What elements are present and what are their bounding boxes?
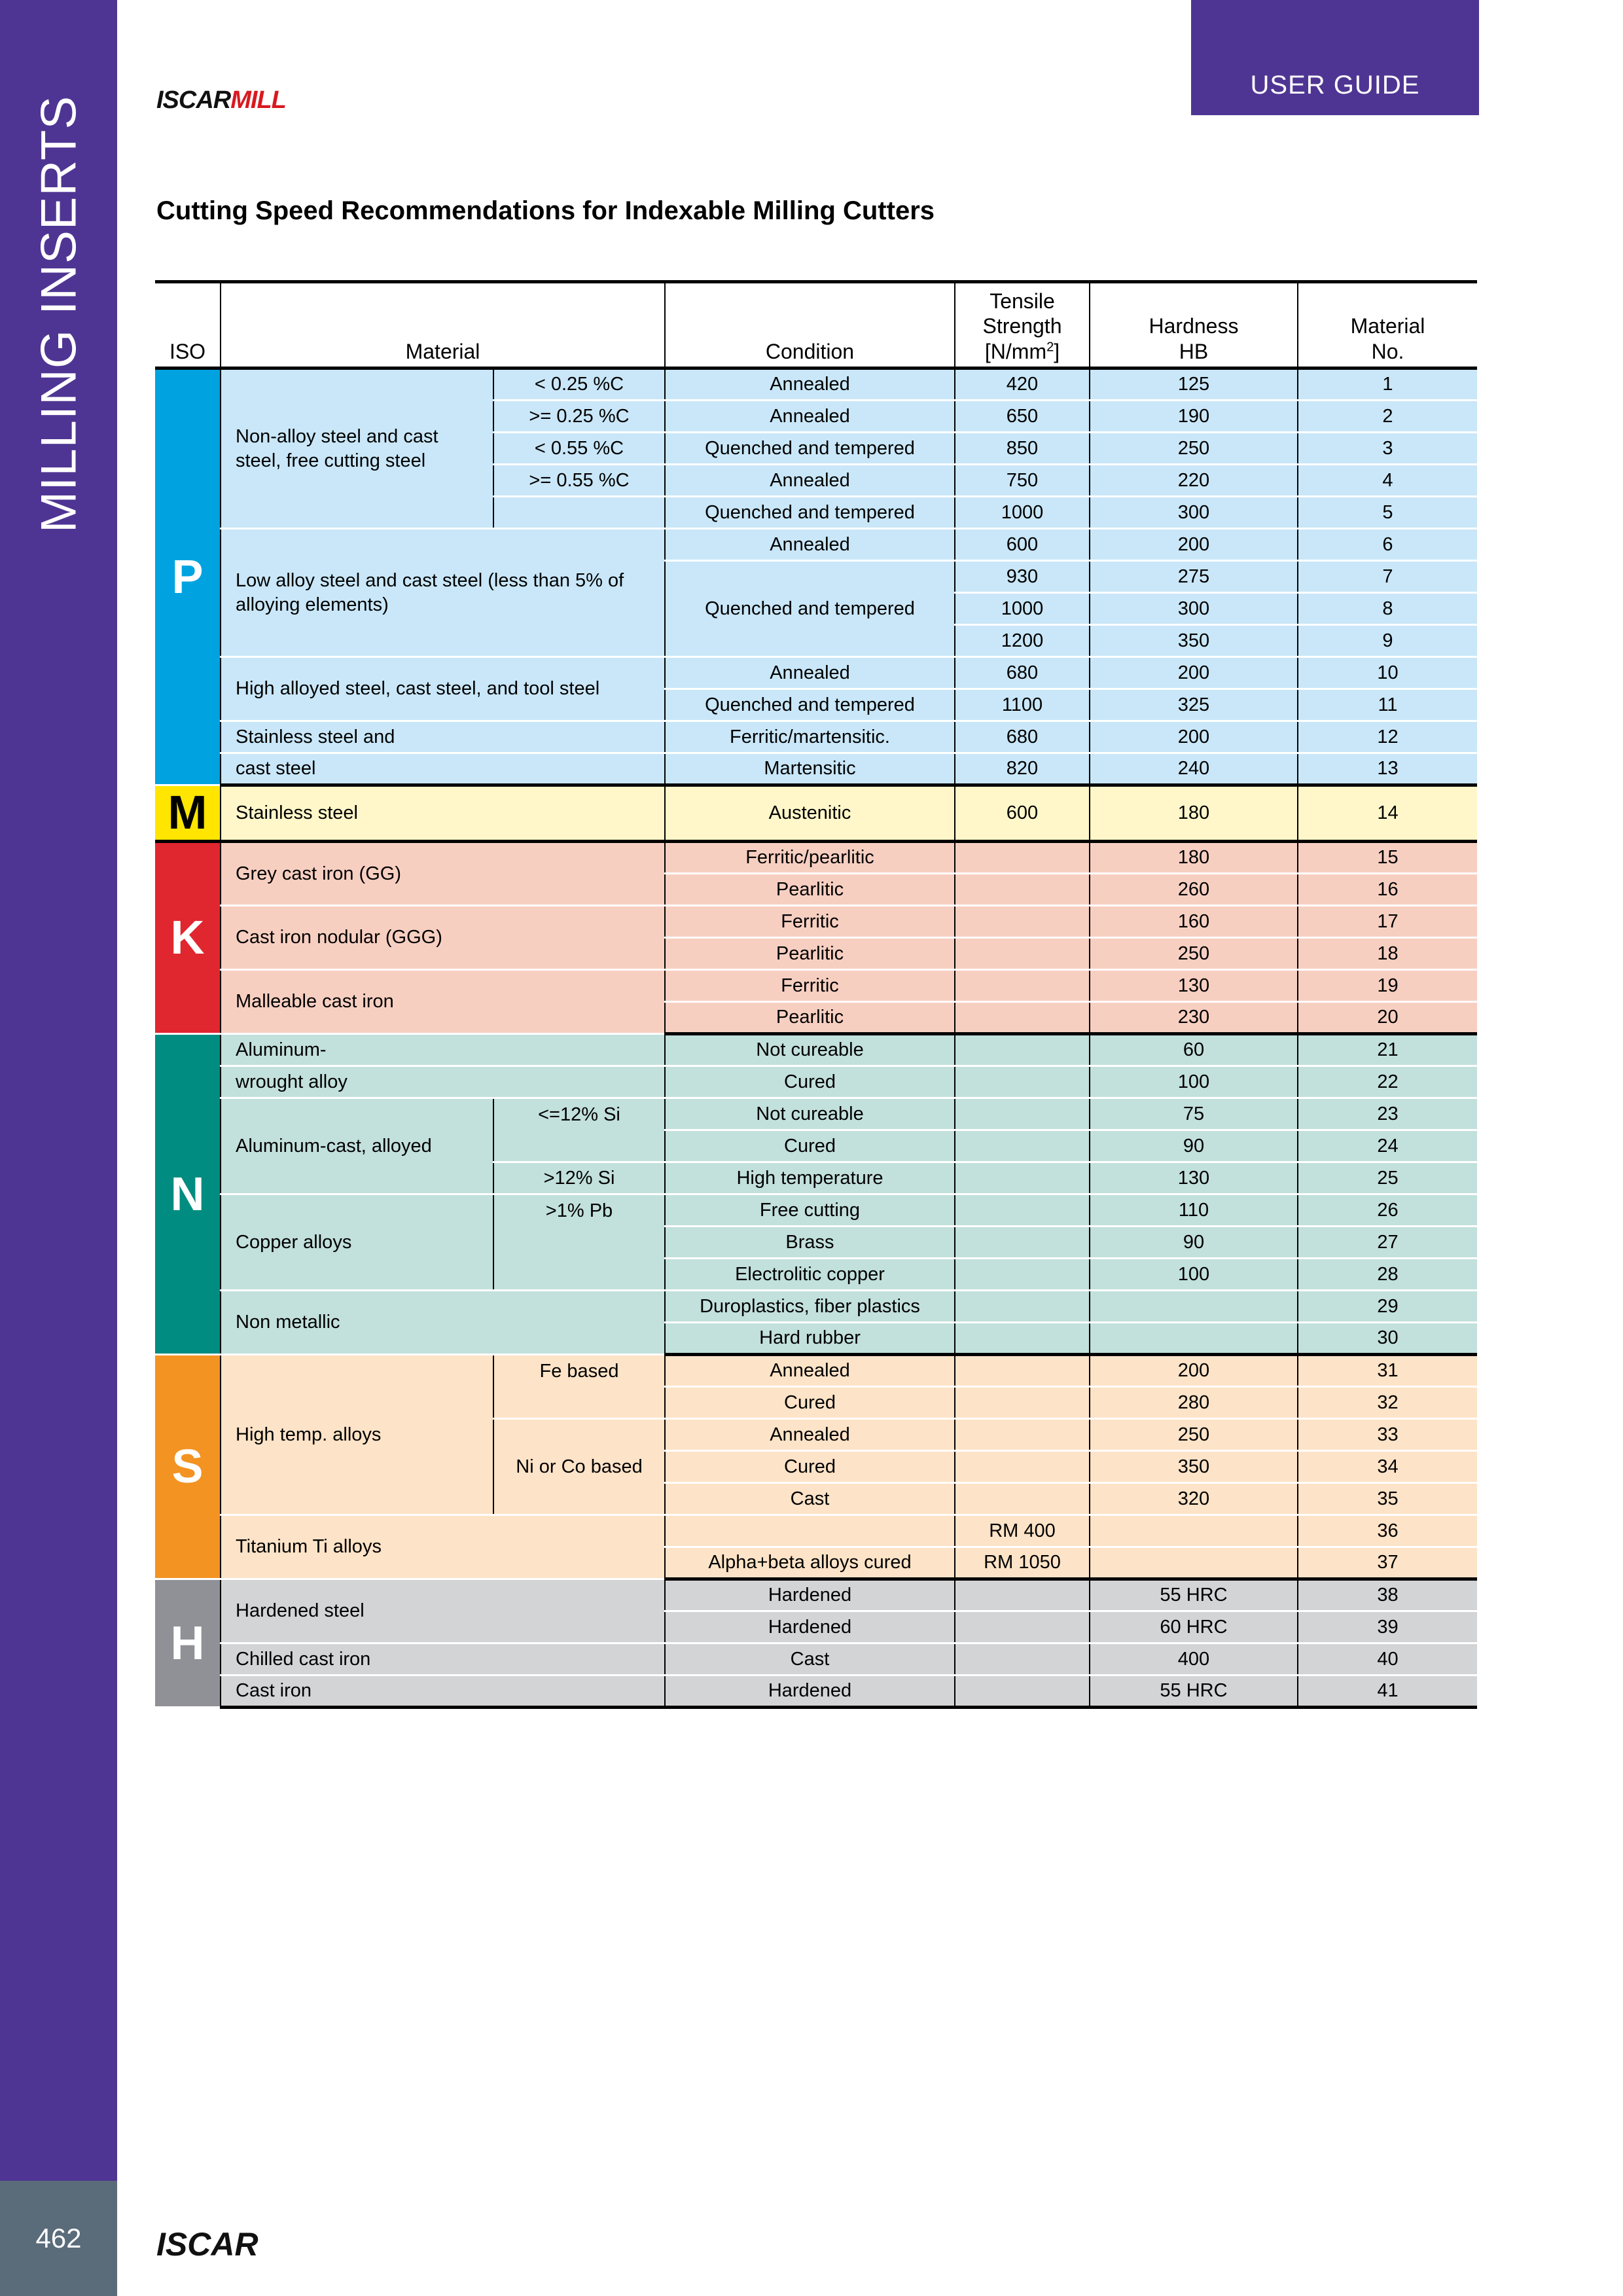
hardness-cell: 100: [1090, 1066, 1298, 1098]
hardness-cell: 220: [1090, 465, 1298, 497]
tensile-cell: 1200: [955, 625, 1090, 657]
condition-cell: High temperature: [665, 1162, 955, 1194]
hardness-cell: 275: [1090, 561, 1298, 593]
hardness-cell: 180: [1090, 842, 1298, 874]
hardness-cell: 100: [1090, 1259, 1298, 1291]
condition-cell: Not cureable: [665, 1034, 955, 1066]
hardness-cell: 200: [1090, 529, 1298, 561]
condition-cell: Ferritic: [665, 906, 955, 938]
hardness-cell: [1090, 1547, 1298, 1579]
condition-cell: Cured: [665, 1130, 955, 1162]
tensile-cell: 1100: [955, 689, 1090, 721]
iso-group-p: P: [155, 368, 221, 785]
hardness-cell: 90: [1090, 1227, 1298, 1259]
material-cell: Aluminum-: [221, 1034, 665, 1066]
material-subcell: >= 0.55 %C: [493, 465, 665, 497]
condition-cell: Quenched and tempered: [665, 689, 955, 721]
tensile-cell: [955, 1387, 1090, 1419]
tensile-cell: [955, 1291, 1090, 1323]
hardness-cell: 90: [1090, 1130, 1298, 1162]
material-no-cell: 20: [1298, 1002, 1477, 1034]
hardness-cell: 250: [1090, 938, 1298, 970]
material-subcell: >12% Si: [493, 1162, 665, 1194]
material-cell: Chilled cast iron: [221, 1643, 665, 1676]
condition-cell: Not cureable: [665, 1098, 955, 1130]
table-row: [155, 1098, 1477, 1130]
table-row: [155, 1515, 1477, 1547]
material-no-cell: 15: [1298, 842, 1477, 874]
material-no-cell: 38: [1298, 1579, 1477, 1611]
header-hardness-l2: HB: [1179, 339, 1209, 363]
hardness-cell: 75: [1090, 1098, 1298, 1130]
hardness-cell: 300: [1090, 497, 1298, 529]
tensile-cell: [955, 1451, 1090, 1483]
material-no-cell: 7: [1298, 561, 1477, 593]
header-matno-l1: Material: [1350, 314, 1425, 338]
condition-cell: Electrolitic copper: [665, 1259, 955, 1291]
logo-part-mill: MILL: [230, 86, 286, 114]
condition-cell: Hardened: [665, 1611, 955, 1643]
tensile-cell: [955, 1259, 1090, 1291]
tensile-cell: [955, 1483, 1090, 1515]
table-row: [155, 1034, 1477, 1066]
table-row: [155, 753, 1477, 785]
table-row: [155, 368, 1477, 401]
tensile-cell: [955, 1098, 1090, 1130]
hardness-cell: 325: [1090, 689, 1298, 721]
hardness-cell: 230: [1090, 1002, 1298, 1034]
material-cell: wrought alloy: [221, 1066, 665, 1098]
material-no-cell: 41: [1298, 1676, 1477, 1708]
page-number: 462: [35, 2223, 82, 2253]
header-condition: Condition: [665, 282, 955, 368]
material-no-cell: 36: [1298, 1515, 1477, 1547]
table-row: [155, 1676, 1477, 1708]
condition-cell: Duroplastics, fiber plastics: [665, 1291, 955, 1323]
material-cell: Malleable cast iron: [221, 970, 665, 1034]
iscarmill-logo: [156, 86, 286, 115]
condition-cell: Alpha+beta alloys cured: [665, 1547, 955, 1579]
material-no-cell: 40: [1298, 1643, 1477, 1676]
condition-cell: Brass: [665, 1227, 955, 1259]
cutting-speed-table: [155, 280, 1477, 1709]
hardness-cell: 55 HRC: [1090, 1676, 1298, 1708]
hardness-cell: 280: [1090, 1387, 1298, 1419]
condition-cell: Annealed: [665, 401, 955, 433]
condition-cell: Quenched and tempered: [665, 433, 955, 465]
condition-cell: Pearlitic: [665, 874, 955, 906]
table-row: [155, 1355, 1477, 1387]
tensile-cell: [955, 1355, 1090, 1387]
material-no-cell: 27: [1298, 1227, 1477, 1259]
condition-cell: Annealed: [665, 529, 955, 561]
hardness-cell: [1090, 1291, 1298, 1323]
tensile-cell: [955, 1419, 1090, 1451]
header-tensile-l1: Tensile: [990, 289, 1055, 313]
header-tensile-close: ]: [1054, 339, 1060, 363]
material-cell: Cast iron: [221, 1676, 665, 1708]
material-subcell: Ni or Co based: [493, 1419, 665, 1515]
hardness-cell: 160: [1090, 906, 1298, 938]
tensile-cell: 600: [955, 529, 1090, 561]
table-row: [155, 529, 1477, 561]
header-hardness: [1090, 282, 1298, 368]
material-no-cell: 26: [1298, 1194, 1477, 1227]
material-no-cell: 24: [1298, 1130, 1477, 1162]
hardness-cell: 130: [1090, 1162, 1298, 1194]
tensile-cell: 1000: [955, 497, 1090, 529]
material-no-cell: 21: [1298, 1034, 1477, 1066]
tensile-cell: [955, 938, 1090, 970]
material-subcell: [493, 497, 665, 529]
tensile-cell: 420: [955, 368, 1090, 401]
tensile-cell: [955, 970, 1090, 1002]
material-subcell: <=12% Si: [493, 1098, 665, 1162]
hardness-cell: 260: [1090, 874, 1298, 906]
material-no-cell: 34: [1298, 1451, 1477, 1483]
material-no-cell: 29: [1298, 1291, 1477, 1323]
condition-cell: Pearlitic: [665, 1002, 955, 1034]
header-tensile-l2: Strength: [982, 314, 1062, 338]
material-no-cell: 8: [1298, 593, 1477, 625]
material-cell: Grey cast iron (GG): [221, 842, 665, 906]
material-no-cell: 13: [1298, 753, 1477, 785]
hardness-cell: 320: [1090, 1483, 1298, 1515]
tensile-cell: [955, 1194, 1090, 1227]
hardness-cell: 250: [1090, 433, 1298, 465]
material-subcell: Fe based: [493, 1355, 665, 1419]
material-cell: Non-alloy steel and cast steel, free cutting steel: [221, 368, 493, 529]
tensile-cell: [955, 906, 1090, 938]
hardness-cell: 200: [1090, 657, 1298, 689]
tensile-cell: [955, 1066, 1090, 1098]
tensile-cell: [955, 1611, 1090, 1643]
table-header-row: [155, 282, 1477, 368]
material-no-cell: 11: [1298, 689, 1477, 721]
tensile-cell: [955, 842, 1090, 874]
condition-cell: Hard rubber: [665, 1323, 955, 1355]
condition-cell: Martensitic: [665, 753, 955, 785]
material-no-cell: 10: [1298, 657, 1477, 689]
material-no-cell: 33: [1298, 1419, 1477, 1451]
hardness-cell: 200: [1090, 1355, 1298, 1387]
hardness-cell: 110: [1090, 1194, 1298, 1227]
tensile-cell: RM 1050: [955, 1547, 1090, 1579]
user-guide-label: USER GUIDE: [1250, 71, 1420, 99]
hardness-cell: [1090, 1323, 1298, 1355]
iso-group-s: S: [155, 1355, 221, 1579]
material-subcell: < 0.25 %C: [493, 368, 665, 401]
iso-group-m: M: [155, 785, 221, 842]
material-subcell: >1% Pb: [493, 1194, 665, 1291]
condition-cell: Cured: [665, 1066, 955, 1098]
table-row: [155, 906, 1477, 938]
tensile-cell: [955, 874, 1090, 906]
material-no-cell: 2: [1298, 401, 1477, 433]
tensile-cell: 1000: [955, 593, 1090, 625]
tensile-cell: [955, 1227, 1090, 1259]
material-no-cell: 5: [1298, 497, 1477, 529]
material-cell: Stainless steel and: [221, 721, 665, 753]
material-cell: Non metallic: [221, 1291, 665, 1355]
table-row: [155, 1194, 1477, 1227]
table-row: [155, 785, 1477, 842]
condition-cell: Hardened: [665, 1579, 955, 1611]
material-cell: Titanium Ti alloys: [221, 1515, 665, 1579]
material-no-cell: 12: [1298, 721, 1477, 753]
tensile-cell: 750: [955, 465, 1090, 497]
tensile-cell: 850: [955, 433, 1090, 465]
condition-cell: Ferritic/martensitic.: [665, 721, 955, 753]
hardness-cell: 180: [1090, 785, 1298, 842]
hardness-cell: 250: [1090, 1419, 1298, 1451]
table-row: [155, 1643, 1477, 1676]
iso-group-n: N: [155, 1034, 221, 1355]
iscar-footer-logo: ISCAR: [156, 2226, 259, 2263]
tensile-cell: 930: [955, 561, 1090, 593]
hardness-cell: 55 HRC: [1090, 1579, 1298, 1611]
material-no-cell: 1: [1298, 368, 1477, 401]
table-row: [155, 842, 1477, 874]
material-cell: High alloyed steel, cast steel, and tool steel: [221, 657, 665, 721]
tensile-cell: 680: [955, 721, 1090, 753]
material-no-cell: 4: [1298, 465, 1477, 497]
table-row: [155, 1579, 1477, 1611]
tensile-cell: [955, 1002, 1090, 1034]
material-cell: cast steel: [221, 753, 665, 785]
material-no-cell: 35: [1298, 1483, 1477, 1515]
header-material: Material: [221, 282, 665, 368]
table-row: [155, 1066, 1477, 1098]
tensile-cell: [955, 1034, 1090, 1066]
hardness-cell: 130: [1090, 970, 1298, 1002]
tensile-cell: 600: [955, 785, 1090, 842]
table-row: [155, 657, 1477, 689]
condition-cell: Pearlitic: [665, 938, 955, 970]
hardness-cell: 125: [1090, 368, 1298, 401]
tensile-cell: 820: [955, 753, 1090, 785]
material-no-cell: 9: [1298, 625, 1477, 657]
header-matno-l2: No.: [1371, 339, 1404, 363]
section-title: MILLING INSERTS: [31, 95, 87, 533]
material-no-cell: 28: [1298, 1259, 1477, 1291]
material-no-cell: 37: [1298, 1547, 1477, 1579]
header-tensile-l3: [N/mm: [984, 339, 1047, 363]
material-no-cell: 39: [1298, 1611, 1477, 1643]
hardness-cell: 200: [1090, 721, 1298, 753]
tensile-cell: [955, 1130, 1090, 1162]
condition-cell: Cured: [665, 1451, 955, 1483]
material-no-cell: 25: [1298, 1162, 1477, 1194]
condition-cell: Quenched and tempered: [665, 561, 955, 657]
tensile-cell: [955, 1323, 1090, 1355]
material-cell: Hardened steel: [221, 1579, 665, 1643]
condition-cell: Austenitic: [665, 785, 955, 842]
condition-cell: Annealed: [665, 368, 955, 401]
tensile-cell: [955, 1162, 1090, 1194]
material-cell: Cast iron nodular (GGG): [221, 906, 665, 970]
hardness-cell: 60: [1090, 1034, 1298, 1066]
material-no-cell: 16: [1298, 874, 1477, 906]
header-iso: ISO: [155, 282, 221, 368]
condition-cell: Quenched and tempered: [665, 497, 955, 529]
tensile-cell: [955, 1676, 1090, 1708]
condition-cell: Cast: [665, 1643, 955, 1676]
iso-group-k: K: [155, 842, 221, 1034]
table-row: [155, 721, 1477, 753]
material-cell: Aluminum-cast, alloyed: [221, 1098, 493, 1194]
material-no-cell: 14: [1298, 785, 1477, 842]
material-subcell: < 0.55 %C: [493, 433, 665, 465]
hardness-cell: 350: [1090, 1451, 1298, 1483]
material-subcell: >= 0.25 %C: [493, 401, 665, 433]
hardness-cell: 300: [1090, 593, 1298, 625]
tensile-cell: RM 400: [955, 1515, 1090, 1547]
tensile-cell: [955, 1579, 1090, 1611]
header-tensile: [955, 282, 1090, 368]
condition-cell: Ferritic: [665, 970, 955, 1002]
iso-group-h: H: [155, 1579, 221, 1708]
material-no-cell: 17: [1298, 906, 1477, 938]
material-cell: Stainless steel: [221, 785, 665, 842]
condition-cell: Annealed: [665, 1419, 955, 1451]
material-no-cell: 22: [1298, 1066, 1477, 1098]
condition-cell: Annealed: [665, 657, 955, 689]
condition-cell: Cured: [665, 1387, 955, 1419]
header-material-no: [1298, 282, 1477, 368]
hardness-cell: 60 HRC: [1090, 1611, 1298, 1643]
table-row: [155, 970, 1477, 1002]
material-cell: High temp. alloys: [221, 1355, 493, 1515]
material-no-cell: 18: [1298, 938, 1477, 970]
hardness-cell: 400: [1090, 1643, 1298, 1676]
hardness-cell: 190: [1090, 401, 1298, 433]
hardness-cell: 240: [1090, 753, 1298, 785]
condition-cell: Annealed: [665, 1355, 955, 1387]
material-no-cell: 19: [1298, 970, 1477, 1002]
table-row: [155, 1291, 1477, 1323]
page-title: Cutting Speed Recommendations for Indexable Milling Cutters: [156, 196, 935, 225]
hardness-cell: 350: [1090, 625, 1298, 657]
tensile-cell: [955, 1643, 1090, 1676]
material-no-cell: 6: [1298, 529, 1477, 561]
material-cell: Copper alloys: [221, 1194, 493, 1291]
logo-part-iscar: ISCAR: [156, 86, 231, 114]
tensile-cell: 680: [955, 657, 1090, 689]
condition-cell: Ferritic/pearlitic: [665, 842, 955, 874]
material-no-cell: 3: [1298, 433, 1477, 465]
material-no-cell: 32: [1298, 1387, 1477, 1419]
header-tensile-sup: 2: [1046, 339, 1054, 354]
condition-cell: Annealed: [665, 465, 955, 497]
material-cell: Low alloy steel and cast steel (less than 5% of alloying elements): [221, 529, 665, 657]
condition-cell: Hardened: [665, 1676, 955, 1708]
header-hardness-l1: Hardness: [1149, 314, 1239, 338]
material-no-cell: 30: [1298, 1323, 1477, 1355]
condition-cell: Cast: [665, 1483, 955, 1515]
condition-cell: [665, 1515, 955, 1547]
condition-cell: Free cutting: [665, 1194, 955, 1227]
tensile-cell: 650: [955, 401, 1090, 433]
material-no-cell: 31: [1298, 1355, 1477, 1387]
material-no-cell: 23: [1298, 1098, 1477, 1130]
hardness-cell: [1090, 1515, 1298, 1547]
